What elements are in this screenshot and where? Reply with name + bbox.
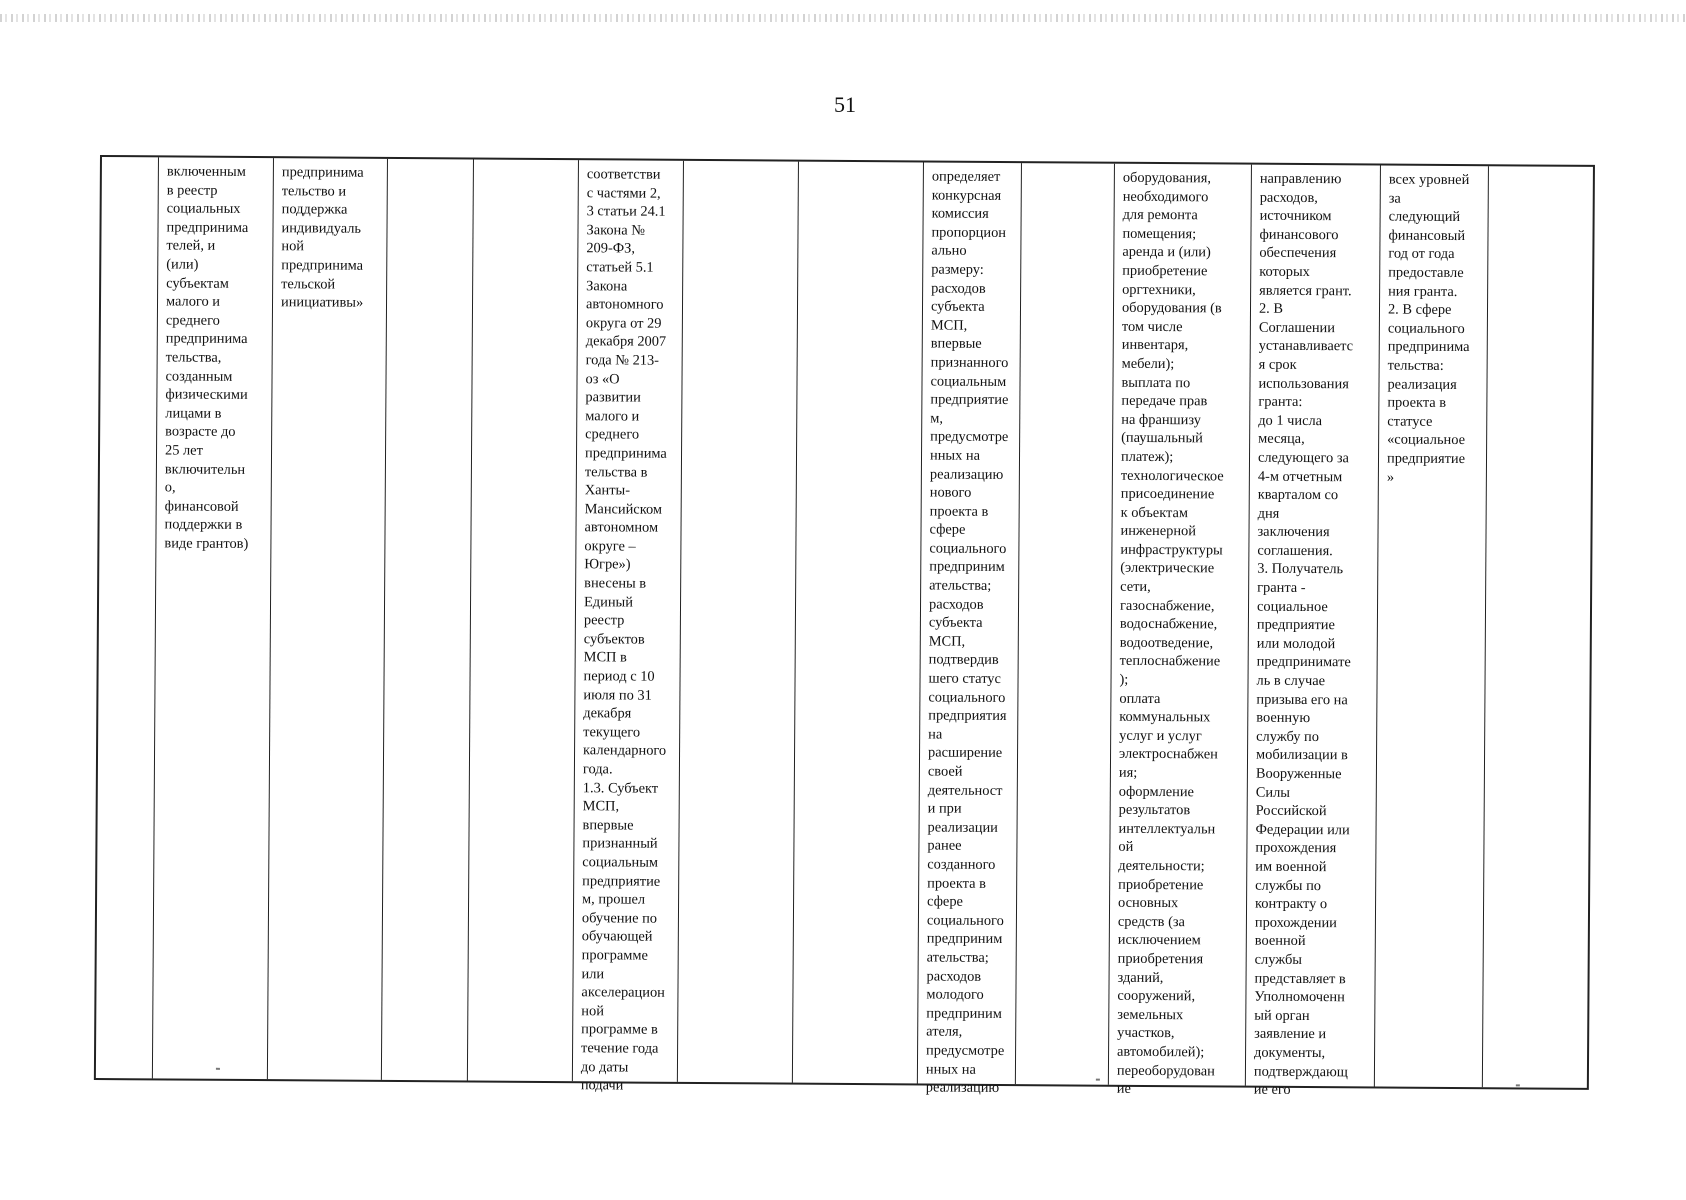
table-column-5 — [467, 159, 578, 1081]
table-column-10 — [1015, 163, 1114, 1085]
scan-speck — [216, 1068, 220, 1070]
table-column-11: оборудования, необходимого для ремонта помещения; аренда и (или) приобретение оргтехники, оборудования (в том числе инвентаря, мебели); выплата по передаче прав на франшизу (паушальный платеж); технологическое присоединение к объектам инженерной инфраструктуры (электрические сети, газоснабжение, водоснабжение, водоотведение, теплоснабжение ); оплата коммунальных услуг и услуг электроснабжен ия; оформление результатов интеллектуальн ой деятельности; приобретение основных средств (за исключением приобретения зданий, сооружений, земельных участков, автомобилей); переоборудован ие — [1108, 164, 1251, 1086]
table-column-9: определяет конкурсная комиссия пропорцион ально размеру: расходов субъекта МСП, впервые признанного социальным предприятие м, предусмотре нных на реализацию нового проекта в сфере социального предприним ательства; расходов субъекта МСП, подтвердив шего статус социального предприятия на расширение своей деятельност и при реализации ранее созданного проекта в сфере социального предприним ательства; расходов молодого предприним ателя, предусмотре нных на реализацию — [917, 162, 1021, 1084]
page-number: 51 — [834, 92, 856, 117]
table-column-12: направлению расходов, источником финансового обеспечения которых является грант. 2. В Соглашении устанавливаетс я срок использования гранта: до 1 числа месяца, следующего за 4-м отчетным кварталом со дня заключения соглашения. 3. Получатель гранта - социальное предприятие или молодой предпринимате ль в случае призыва его на военную службу по мобилизации в Вооруженные Силы Российской Федерации или прохождения им военной службы по контракту о прохождении военной службы представляет в Уполномоченн ый орган заявление и документы, подтверждающ ие его — [1245, 165, 1380, 1087]
document-table — [94, 155, 1595, 1099]
scan-speck — [1096, 1079, 1100, 1081]
table-column-4 — [381, 159, 473, 1081]
table-column-13: всех уровней за следующий финансовый год от года предоставле ния гранта. 2. В сфере социального предпринима тельства: реализация проекта в статусе «социальное предприятие » — [1374, 165, 1488, 1087]
table-column-6: соответстви с частями 2, 3 статьи 24.1 Закона № 209-ФЗ, статьей 5.1 Закона автономного округа от 29 декабря 2007 года № 213- оз «О развитии малого и среднего предпринима тельства в Ханты- Мансийском автономном округе – Югре») внесены в Единый реестр субъектов МСП в период с 10 июля по 31 декабря текущего календарного года. 1.3. Субъект МСП, впервые признанный социальным предприятие м, прошел обучение по обучающей программе или акселерацион ной программе в течение года до даты подачи — [572, 160, 683, 1082]
table-column-7 — [677, 161, 798, 1083]
table-column-2: включенным в реестр социальных предпринима телей, и (или) субъектам малого и среднего предпринима тельства, созданным физическими лицами в возрасте до 25 лет включительн о, финансовой поддержки в виде грантов) — [152, 157, 273, 1079]
table-column-1 — [96, 157, 158, 1078]
table-column-14 — [1482, 166, 1597, 1088]
table-column-3: предпринима тельство и поддержка индивидуаль ной предпринима тельской инициативы» — [267, 158, 387, 1080]
scan-edge-artifact — [0, 14, 1686, 22]
table-column-8 — [792, 162, 923, 1084]
scan-speck — [1516, 1084, 1520, 1086]
